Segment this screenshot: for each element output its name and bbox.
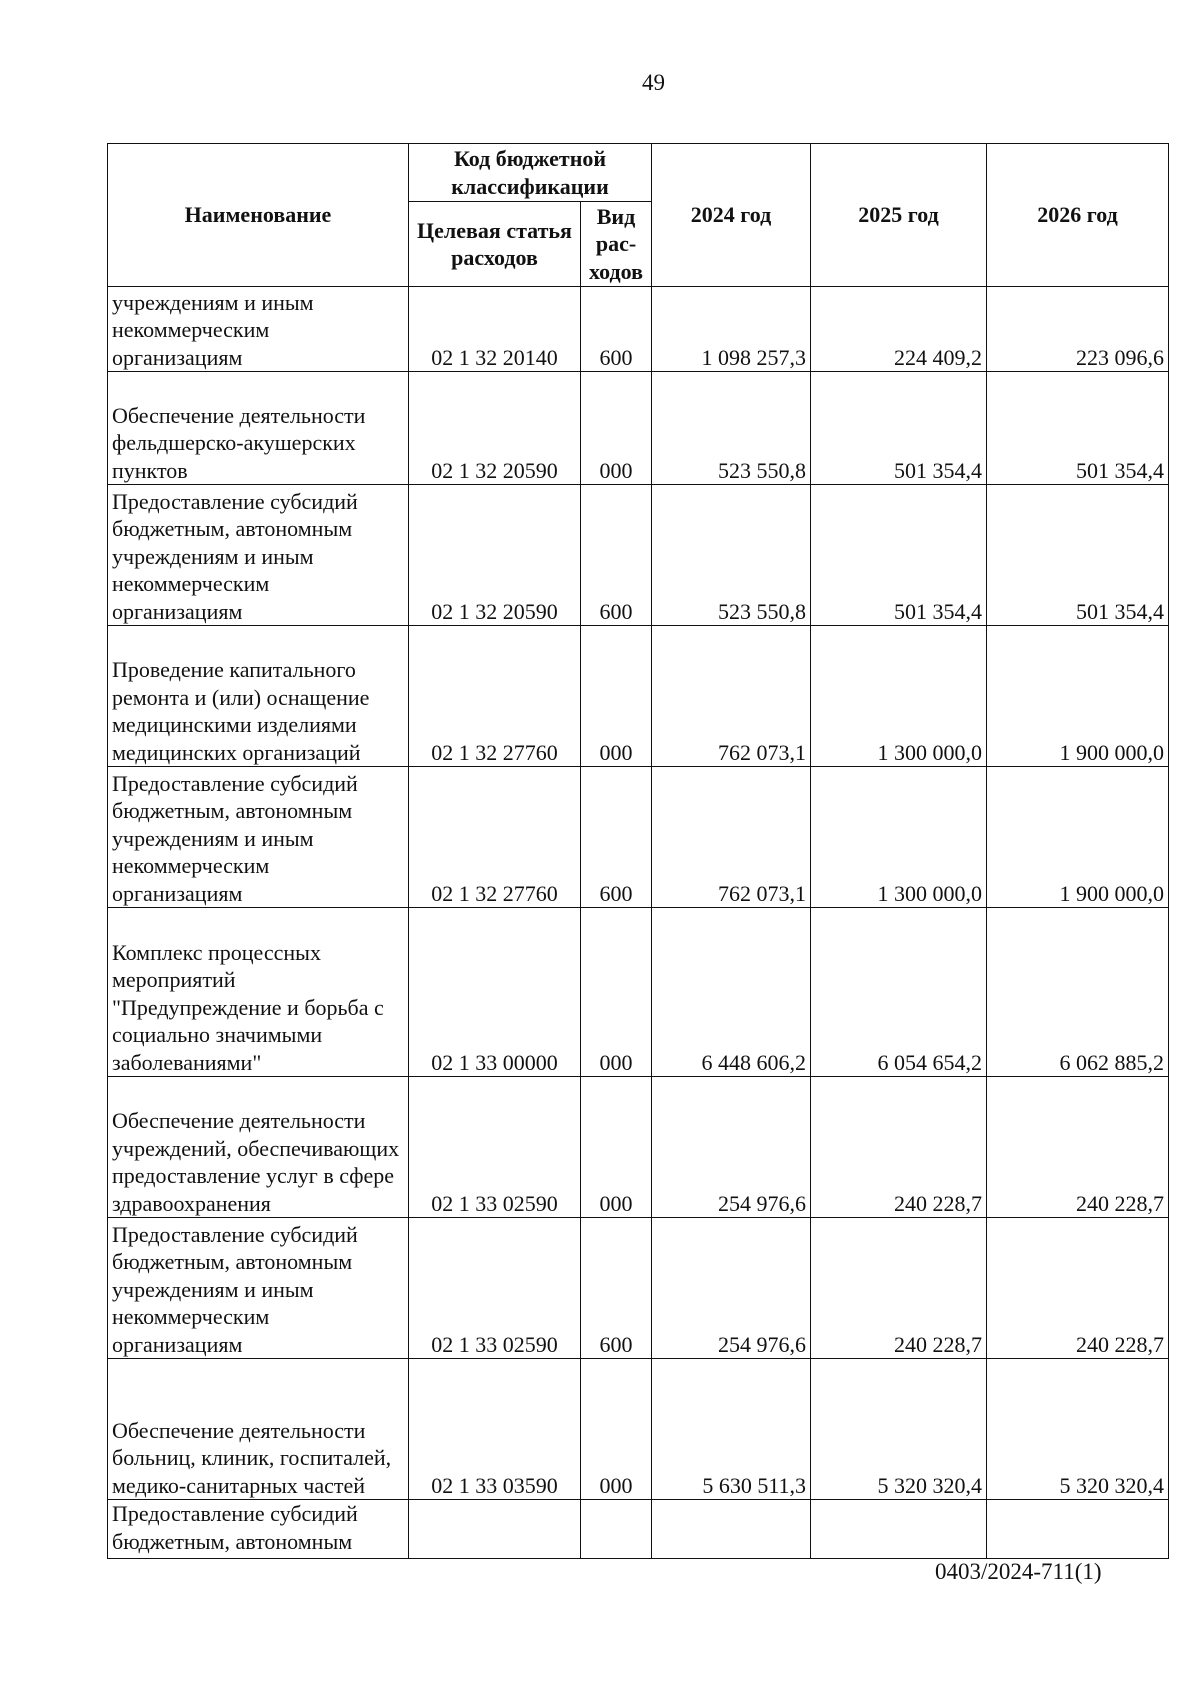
row-2026: 6 062 885,2 bbox=[987, 908, 1169, 1077]
row-kind bbox=[581, 1500, 652, 1559]
row-2026 bbox=[987, 1500, 1169, 1559]
row-2025: 240 228,7 bbox=[811, 1077, 987, 1218]
row-2024: 1 098 257,3 bbox=[652, 287, 811, 372]
row-code: 02 1 32 20590 bbox=[409, 485, 581, 626]
row-code: 02 1 33 03590 bbox=[409, 1359, 581, 1500]
row-name: Предоставление субсидий бюджетным, автономным bbox=[108, 1500, 409, 1559]
row-code: 02 1 33 02590 bbox=[409, 1218, 581, 1359]
row-2025: 5 320 320,4 bbox=[811, 1359, 987, 1500]
row-2024 bbox=[652, 1500, 811, 1559]
row-2024: 5 630 511,3 bbox=[652, 1359, 811, 1500]
row-2025 bbox=[811, 1500, 987, 1559]
header-name: Наименование bbox=[108, 144, 409, 287]
row-name: Обеспечение деятельности больниц, клиник, госпиталей, медико-санитарных частей bbox=[108, 1359, 409, 1500]
header-2026: 2026 год bbox=[987, 144, 1169, 287]
table-body bbox=[108, 287, 1169, 1559]
row-code bbox=[409, 1500, 581, 1559]
row-kind: 600 bbox=[581, 767, 652, 908]
row-2024: 523 550,8 bbox=[652, 372, 811, 485]
row-2026: 223 096,6 bbox=[987, 287, 1169, 372]
row-kind: 600 bbox=[581, 287, 652, 372]
row-kind: 000 bbox=[581, 908, 652, 1077]
table-row bbox=[108, 626, 1169, 767]
header-2024: 2024 год bbox=[652, 144, 811, 287]
row-code: 02 1 32 20140 bbox=[409, 287, 581, 372]
row-code: 02 1 32 27760 bbox=[409, 626, 581, 767]
table-row bbox=[108, 1218, 1169, 1359]
table-row bbox=[108, 1359, 1169, 1500]
header-code-group: Код бюджетной классификации bbox=[409, 144, 652, 202]
row-2026: 501 354,4 bbox=[987, 372, 1169, 485]
budget-table bbox=[107, 143, 1169, 1559]
row-name: Предоставление субсидий бюджетным, автономным учреждениям и иным некоммерческим организациям bbox=[108, 1218, 409, 1359]
row-2024: 254 976,6 bbox=[652, 1077, 811, 1218]
row-2025: 501 354,4 bbox=[811, 485, 987, 626]
row-2024: 762 073,1 bbox=[652, 767, 811, 908]
row-2025: 240 228,7 bbox=[811, 1218, 987, 1359]
row-2024: 762 073,1 bbox=[652, 626, 811, 767]
header-expense-kind: Вид рас-ходов bbox=[581, 202, 652, 287]
header-target-article: Целевая статья расходов bbox=[409, 202, 581, 287]
row-2025: 1 300 000,0 bbox=[811, 767, 987, 908]
page-number: 49 bbox=[642, 70, 665, 95]
row-code: 02 1 33 00000 bbox=[409, 908, 581, 1077]
table-row bbox=[108, 1077, 1169, 1218]
table-row bbox=[108, 485, 1169, 626]
document-id: 0403/2024-711(1) bbox=[935, 1559, 1102, 1584]
row-name: учреждениям и иным некоммерческим организациям bbox=[108, 287, 409, 372]
row-2025: 6 054 654,2 bbox=[811, 908, 987, 1077]
row-2026: 501 354,4 bbox=[987, 485, 1169, 626]
row-2025: 501 354,4 bbox=[811, 372, 987, 485]
row-2026: 5 320 320,4 bbox=[987, 1359, 1169, 1500]
header-2025: 2025 год bbox=[811, 144, 987, 287]
table-row bbox=[108, 908, 1169, 1077]
row-2026: 1 900 000,0 bbox=[987, 626, 1169, 767]
row-2026: 1 900 000,0 bbox=[987, 767, 1169, 908]
row-code: 02 1 32 20590 bbox=[409, 372, 581, 485]
table-row bbox=[108, 372, 1169, 485]
table-row bbox=[108, 1500, 1169, 1559]
row-code: 02 1 32 27760 bbox=[409, 767, 581, 908]
table-row bbox=[108, 287, 1169, 372]
row-2025: 224 409,2 bbox=[811, 287, 987, 372]
row-kind: 000 bbox=[581, 1077, 652, 1218]
row-name: Предоставление субсидий бюджетным, автономным учреждениям и иным некоммерческим организациям bbox=[108, 485, 409, 626]
row-kind: 000 bbox=[581, 626, 652, 767]
row-2024: 6 448 606,2 bbox=[652, 908, 811, 1077]
row-name: Комплекс процессных мероприятий "Предупреждение и борьба с социально значимыми заболеваниями" bbox=[108, 908, 409, 1077]
row-kind: 000 bbox=[581, 1359, 652, 1500]
row-2024: 523 550,8 bbox=[652, 485, 811, 626]
row-name: Обеспечение деятельности учреждений, обеспечивающих предоставление услуг в сфере здравоохранения bbox=[108, 1077, 409, 1218]
row-kind: 600 bbox=[581, 1218, 652, 1359]
row-2025: 1 300 000,0 bbox=[811, 626, 987, 767]
row-name: Проведение капитального ремонта и (или) оснащение медицинскими изделиями медицинских организаций bbox=[108, 626, 409, 767]
row-name: Обеспечение деятельности фельдшерско-акушерских пунктов bbox=[108, 372, 409, 485]
row-kind: 600 bbox=[581, 485, 652, 626]
row-2026: 240 228,7 bbox=[987, 1077, 1169, 1218]
row-code: 02 1 33 02590 bbox=[409, 1077, 581, 1218]
row-kind: 000 bbox=[581, 372, 652, 485]
row-2026: 240 228,7 bbox=[987, 1218, 1169, 1359]
table-header bbox=[108, 144, 1169, 287]
table-row bbox=[108, 767, 1169, 908]
row-2024: 254 976,6 bbox=[652, 1218, 811, 1359]
row-name: Предоставление субсидий бюджетным, автономным учреждениям и иным некоммерческим организациям bbox=[108, 767, 409, 908]
